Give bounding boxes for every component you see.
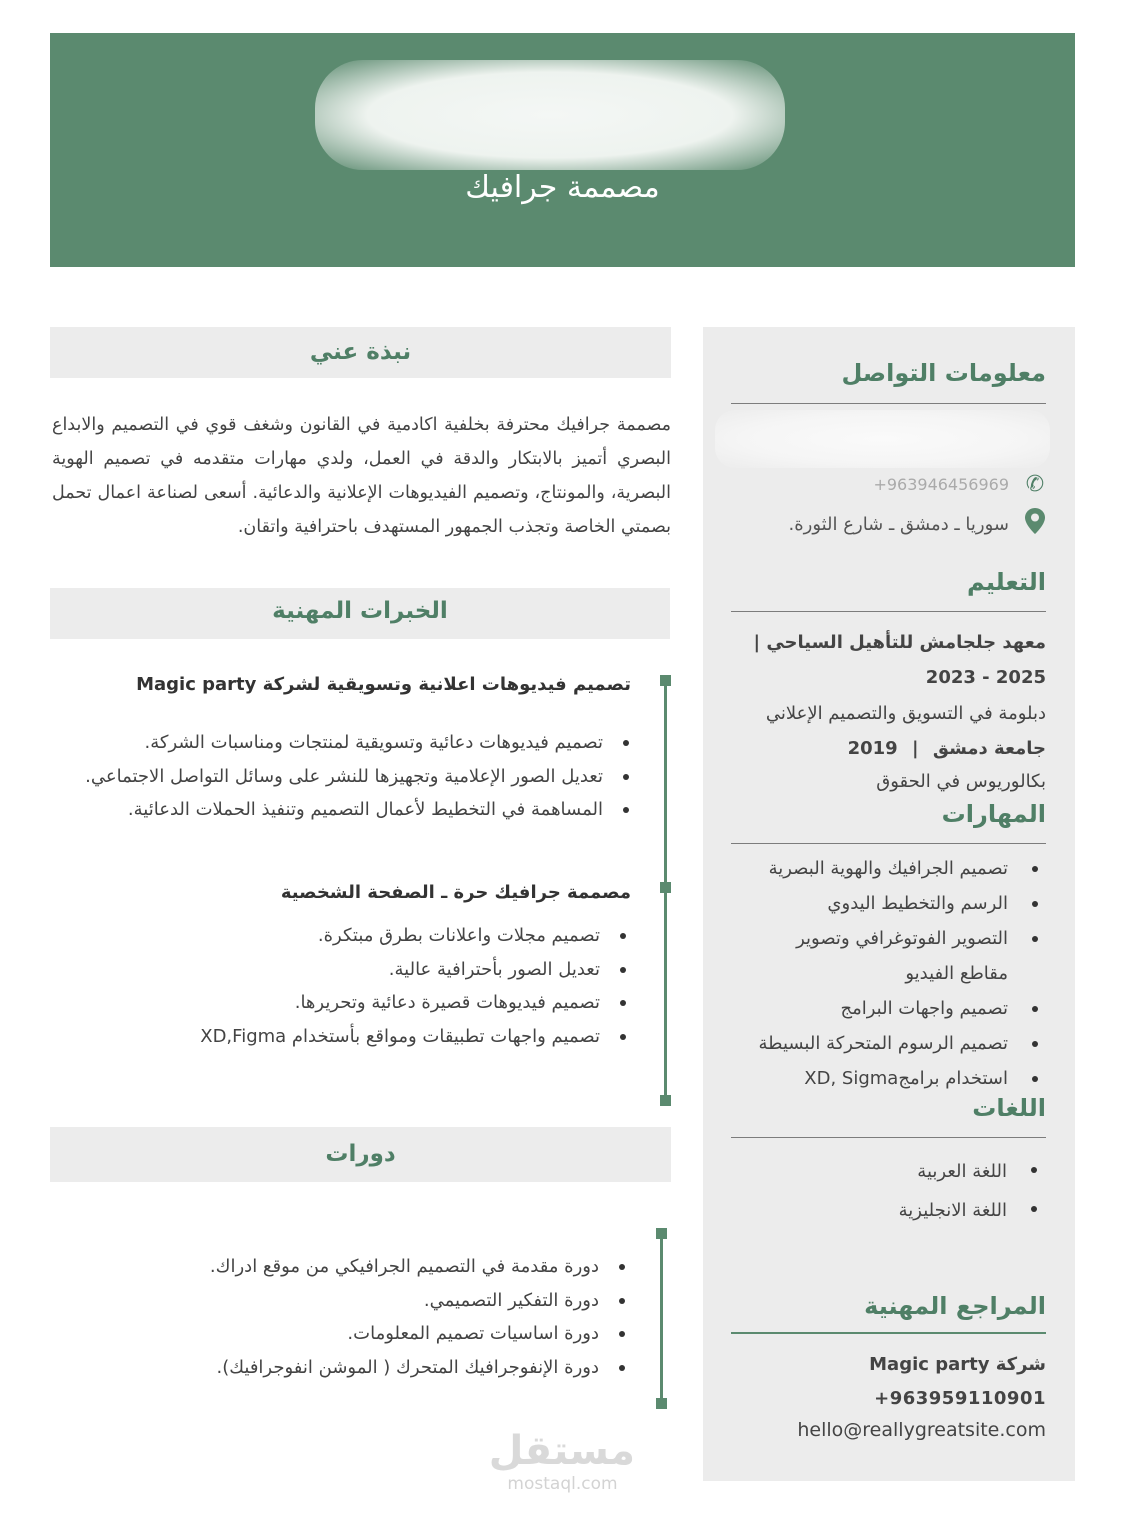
contact-address: سوريا ـ دمشق ـ شارع الثورة. — [788, 513, 1009, 535]
timeline-marker — [660, 1095, 671, 1106]
languages-divider — [731, 1137, 1046, 1138]
name-redacted-smudge — [315, 60, 785, 170]
skill-item: تصميم واجهات البرامج — [746, 991, 1046, 1026]
education-university-row — [848, 738, 1046, 759]
location-pin-icon — [1023, 507, 1047, 541]
education-diploma: دبلومة في التسويق والتصميم الإعلاني — [765, 703, 1046, 724]
language-item: اللغة الانجليزية — [845, 1191, 1045, 1230]
about-heading: نبذة عني — [50, 327, 671, 378]
courses-timeline-line — [660, 1232, 663, 1406]
phone-icon: ✆ — [1025, 472, 1045, 497]
course-item: دورة الإنفوجرافيك المتحرك ( الموشن انفوجرافيك). — [67, 1351, 627, 1385]
timeline-marker — [656, 1228, 667, 1239]
education-divider — [731, 611, 1046, 612]
contact-address-row — [788, 507, 1047, 541]
courses-heading: دورات — [50, 1127, 671, 1182]
job-title-1: تصميم فيديوهات اعلانية وتسويقية لشركة Magic party — [136, 674, 631, 695]
watermark-url: mostaql.com — [507, 1474, 618, 1494]
languages-list — [845, 1152, 1045, 1230]
skills-divider — [731, 843, 1046, 844]
education-bachelor: بكالوريوس في الحقوق — [876, 771, 1046, 792]
watermark-logo: مستقل — [488, 1428, 635, 1474]
skill-item: استخدام برامجXD, Sigma — [746, 1061, 1046, 1096]
education-years: 2023 - 2025 — [925, 667, 1046, 688]
skills-list — [746, 851, 1046, 1096]
skill-item: تصميم الجرافيك والهوية البصرية — [746, 851, 1046, 886]
course-item: دورة مقدمة في التصميم الجرافيكي من موقع ادراك. — [67, 1250, 627, 1284]
task-item: تصميم فيديوهات دعائية وتسويقية لمنتجات ومناسبات الشركة. — [71, 726, 631, 760]
reference-email: hello@reallygreatsite.com — [797, 1419, 1046, 1441]
task-item: المساهمة في التخطيط لأعمال التصميم وتنفيذ الحملات الدعائية. — [71, 793, 631, 827]
timeline-marker — [660, 675, 671, 686]
task-item: تصميم فيديوهات قصيرة دعائية وتحريرها. — [68, 986, 628, 1020]
education-institute: معهد جلجامش للتأهيل السياحي | — [753, 632, 1046, 653]
courses-list — [67, 1250, 627, 1384]
job-1-tasks — [71, 726, 631, 827]
contact-phone-row — [873, 472, 1047, 497]
task-item: تصميم مجلات واعلانات بطرق مبتكرة. — [68, 919, 628, 953]
reference-company: شركة Magic party — [869, 1354, 1046, 1375]
course-item: دورة اساسيات تصميم المعلومات. — [67, 1317, 627, 1351]
references-divider — [731, 1332, 1046, 1334]
languages-heading: اللغات — [972, 1094, 1046, 1122]
skills-heading: المهارات — [941, 800, 1046, 828]
contact-phone: +963946456969 — [873, 475, 1009, 494]
job-2-tasks — [68, 919, 628, 1053]
email-redacted-smudge — [715, 410, 1050, 468]
job-title-2: مصممة جرافيك حرة ـ الصفحة الشخصية — [280, 882, 631, 903]
skill-item: تصميم الرسوم المتحركة البسيطة — [746, 1026, 1046, 1061]
contact-heading: معلومات التواصل — [841, 359, 1046, 387]
separator-bar: | — [911, 738, 919, 759]
language-item: اللغة العربية — [845, 1152, 1045, 1191]
contact-divider — [731, 403, 1046, 404]
about-paragraph: مصممة جرافيك محترفة بخلفية اكادمية في القانون وشغف قوي في التصميم والابداع البصري أتميز بالابتكار والدقة في العمل، ولدي مهارات متقدمه في تصميم الهوية البصرية، والمونتاج، وتصميم الفيديوهات الإعلانية والدعائية. أسعى لصناعة اعمال تحمل بصمتي الخاصة وتجذب الجمهور المستهدف باحترافية واتقان. — [52, 415, 671, 537]
experience-heading: الخبرات المهنية — [50, 588, 670, 639]
task-item: تصميم واجهات تطبيقات ومواقع بأستخدام XD,Figma — [68, 1020, 628, 1054]
task-item: تعديل الصور الإعلامية وتجهيزها للنشر على وسائل التواصل الاجتماعي. — [71, 760, 631, 794]
education-heading: التعليم — [967, 568, 1046, 596]
references-heading: المراجع المهنية — [864, 1292, 1046, 1320]
education-university: جامعة دمشق — [932, 738, 1046, 759]
job-title: مصممة جرافيك — [465, 170, 660, 205]
skill-item: التصوير الفوتوغرافي وتصوير مقاطع الفيديو — [746, 921, 1046, 991]
skill-item: الرسم والتخطيط اليدوي — [746, 886, 1046, 921]
task-item: تعديل الصور بأحترافية عالية. — [68, 953, 628, 987]
timeline-marker — [660, 882, 671, 893]
course-item: دورة التفكير التصميمي. — [67, 1284, 627, 1318]
education-university-year: 2019 — [847, 738, 898, 759]
timeline-marker — [656, 1398, 667, 1409]
reference-phone: +963959110901 — [874, 1388, 1046, 1409]
